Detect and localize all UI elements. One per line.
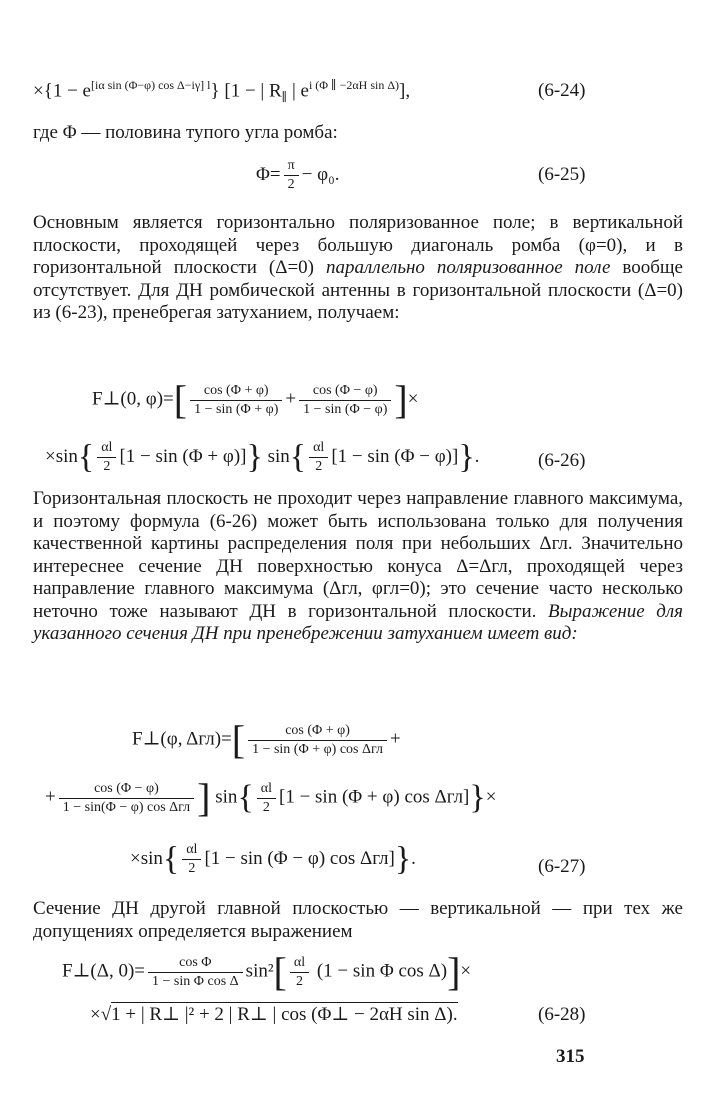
equation-6-28-line2 — [90, 1004, 458, 1026]
eq-6-28-sin-squared: sin² — [245, 960, 274, 982]
equation-6-27-line3: ×sin{ $\frac{\alpha l}{2}$ [1 − sin (Φ − φ) cos Δгл]}. — [130, 840, 416, 878]
paragraph-2 — [33, 488, 683, 646]
eq-number-6-27: (6-27) — [538, 856, 586, 877]
para1-text-b: вообще отсутствует. Для ДН ромбической антенны в горизонтальной плоскости (Δ=0) из (6-23), пренебрегая затуханием, получаем: — [33, 257, 683, 323]
eq-6-27-plus: + — [390, 728, 401, 750]
eq-6-26-two-2: 2 — [315, 459, 323, 474]
eq-6-27-bracket1: [1 − sin (Φ + φ) cos Δгл] — [279, 786, 470, 808]
eq-6-27-lhs: F⊥(φ, Δгл)= — [132, 728, 232, 750]
eq-6-27-sin1: sin — [215, 786, 238, 808]
eq-6-27-period: . — [411, 847, 416, 869]
eq-6-27-al-1: αl — [257, 781, 276, 799]
equation-6-27-line1: F⊥(φ, Δгл)=[ $\frac{\cos (\Phi + \varphi)}{\text{1 − sin (Φ + φ) cos Δгл}}$ + — [132, 717, 401, 762]
eq-number-6-25: (6-25) — [538, 164, 586, 185]
eq-6-25-rhs: − φ₀. — [301, 163, 340, 185]
eq-6-27-two-2: 2 — [188, 861, 196, 876]
eq-6-27-sin2: ×sin — [130, 847, 163, 869]
eq-6-26-frac1-num: cos (Φ + φ) — [190, 383, 282, 401]
equation-6-26-line1: F⊥(0, φ)=[ $\frac{\cos (\Phi + \varphi)}{1 - \sin (\Phi + \varphi)}$ + $\frac{\cos (\Phi - \varphi)}{1 - \sin (\Phi - \varphi)}$ ]× — [92, 377, 419, 422]
eq-6-27-al-2: αl — [182, 842, 201, 860]
eq-6-26-frac2-den: 1 − sin (Φ − φ) — [303, 401, 388, 417]
eq-6-26-lhs: F⊥(0, φ)= — [92, 388, 174, 410]
eq-6-26-bracket1: [1 − sin (Φ + φ)] — [119, 445, 247, 467]
eq-6-25-denominator: 2 — [287, 177, 295, 192]
eq-6-26-times: × — [407, 388, 419, 410]
eq-6-27-bracket2: [1 − sin (Φ − φ) cos Δгл] — [204, 847, 395, 869]
eq-6-26-frac2-num: cos (Φ − φ) — [299, 383, 391, 401]
eq-6-26-al-1: αl — [97, 440, 116, 458]
eq-number-6-24: (6-24) — [538, 80, 586, 101]
eq-6-27-leading-plus: + — [45, 786, 56, 808]
eq-6-27-frac2-num: cos (Φ − φ) — [59, 781, 194, 799]
para1-text-a: Основным является горизонтально поляризованное поле; в вертикальной плоскости, проходящей через большую диагональ ромба (φ=0), и в горизонтальной плоскости (Δ=0) — [33, 212, 683, 278]
eq-6-26-frac1-den: 1 − sin (Φ + φ) — [194, 401, 279, 417]
eq-6-27-frac2-den: 1 − sin(Φ − φ) cos Δгл — [62, 799, 191, 815]
paragraph-3 — [33, 898, 683, 943]
eq-6-27-two-1: 2 — [262, 799, 270, 815]
eq-6-28-al: αl — [290, 955, 309, 973]
eq-6-24-part4: ], — [399, 80, 411, 102]
eq-6-24-part3: | e — [287, 80, 309, 102]
para1-italic: параллельно поляризованное поле — [326, 257, 611, 278]
equation-6-27-line2: + $\frac{\cos (\Phi - \varphi)}{\text{1 − sin(Φ − φ) cos Δгл}}$ ] sin{ $\frac{\alpha l}{2}$ [1 − sin (Φ + φ) cos Δгл]}× — [45, 775, 497, 820]
eq-6-25-numerator: π — [284, 158, 299, 176]
para2-text-a: Горизонтальная плоскость не проходит через направление главного максимума, и поэтому формула (6-26) может быть использована только для получения качественной картины распределения поля при небольших Δгл. Значительно интереснее сечение ДН поверхностью конуса Δ=Δгл, проходящей через направление главного максимума (Δгл, φгл=0); это сечение часто несколько неточно тоже называют ДН в горизонтальной плоскости. — [33, 488, 683, 622]
eq-6-26-sin1: ×sin — [45, 445, 78, 467]
para3-text: Сечение ДН другой главной плоскостью — вертикальной — при тех же допущениях определяется выражением — [33, 898, 683, 942]
equation-6-25 — [256, 158, 340, 193]
eq-6-25-lhs: Φ= — [256, 163, 281, 185]
eq-6-26-period: . — [474, 445, 480, 467]
eq-6-24-exponent1: [iα sin (Φ−φ) cos Δ−iγ] l — [90, 78, 211, 92]
page-number: 315 — [556, 1046, 585, 1067]
equation-6-24 — [33, 74, 410, 108]
eq-6-24-part2: } [1 − | R — [210, 80, 282, 102]
eq-6-24-subscript: ∥ — [281, 90, 288, 105]
paragraph-1 — [33, 212, 683, 325]
phi-definition-line: где Φ — половина тупого угла ромба: — [33, 122, 338, 143]
eq-6-28-lhs: F⊥(Δ, 0)= — [62, 960, 146, 982]
eq-6-26-al-2: αl — [309, 440, 328, 458]
eq-6-28-times: × — [460, 960, 472, 982]
eq-6-28-frac-den: 1 − sin Φ cos Δ — [152, 973, 239, 989]
eq-6-28-frac-num: cos Φ — [148, 955, 243, 973]
eq-6-26-sin2: sin — [267, 445, 290, 467]
eq-6-28-rest: (1 − sin Φ cos Δ) — [316, 960, 448, 982]
eq-6-26-plus: + — [285, 388, 297, 410]
eq-6-24-part1: ×{1 − e — [33, 80, 91, 102]
equation-6-28-line1: F⊥(Δ, 0)= $\frac{\text{cos Φ}}{\text{1 − sin Φ cos Δ}}$ sin²[ $\frac{\alpha l}{2}$ (1 − sin Φ cos Δ)]× — [62, 949, 472, 994]
eq-6-28-radicand: 1 + | R⊥ |² + 2 | R⊥ | cos (Φ⊥ − 2αH sin Δ). — [111, 1004, 458, 1025]
eq-6-28-two: 2 — [295, 973, 303, 989]
eq-number-6-28: (6-28) — [538, 1004, 586, 1025]
eq-6-28-sqrt: ×√ — [90, 1004, 112, 1025]
eq-6-26-bracket2: [1 − sin (Φ − φ)] — [331, 445, 459, 467]
eq-6-24-exponent2: i (Φ ∥ −2αH sin Δ) — [308, 78, 400, 92]
eq-6-27-frac1-num: cos (Φ + φ) — [248, 723, 387, 741]
eq-6-27-frac1-den: 1 − sin (Φ + φ) cos Δгл — [252, 741, 384, 757]
para2-text-b: затуханием имеет вид: — [382, 623, 578, 644]
equation-6-26-line2: ×sin{ $\frac{\alpha l}{2}$ [1 − sin (Φ + φ)]} sin{ $\frac{\alpha l}{2}$ [1 − sin (Φ − φ)]}. — [45, 438, 480, 476]
eq-number-6-26: (6-26) — [538, 450, 586, 471]
eq-6-26-two-1: 2 — [103, 459, 111, 474]
para2-italic: Выражение для указанного сечения ДН при пренебрежении — [33, 600, 683, 644]
eq-6-27-times: × — [485, 786, 497, 808]
